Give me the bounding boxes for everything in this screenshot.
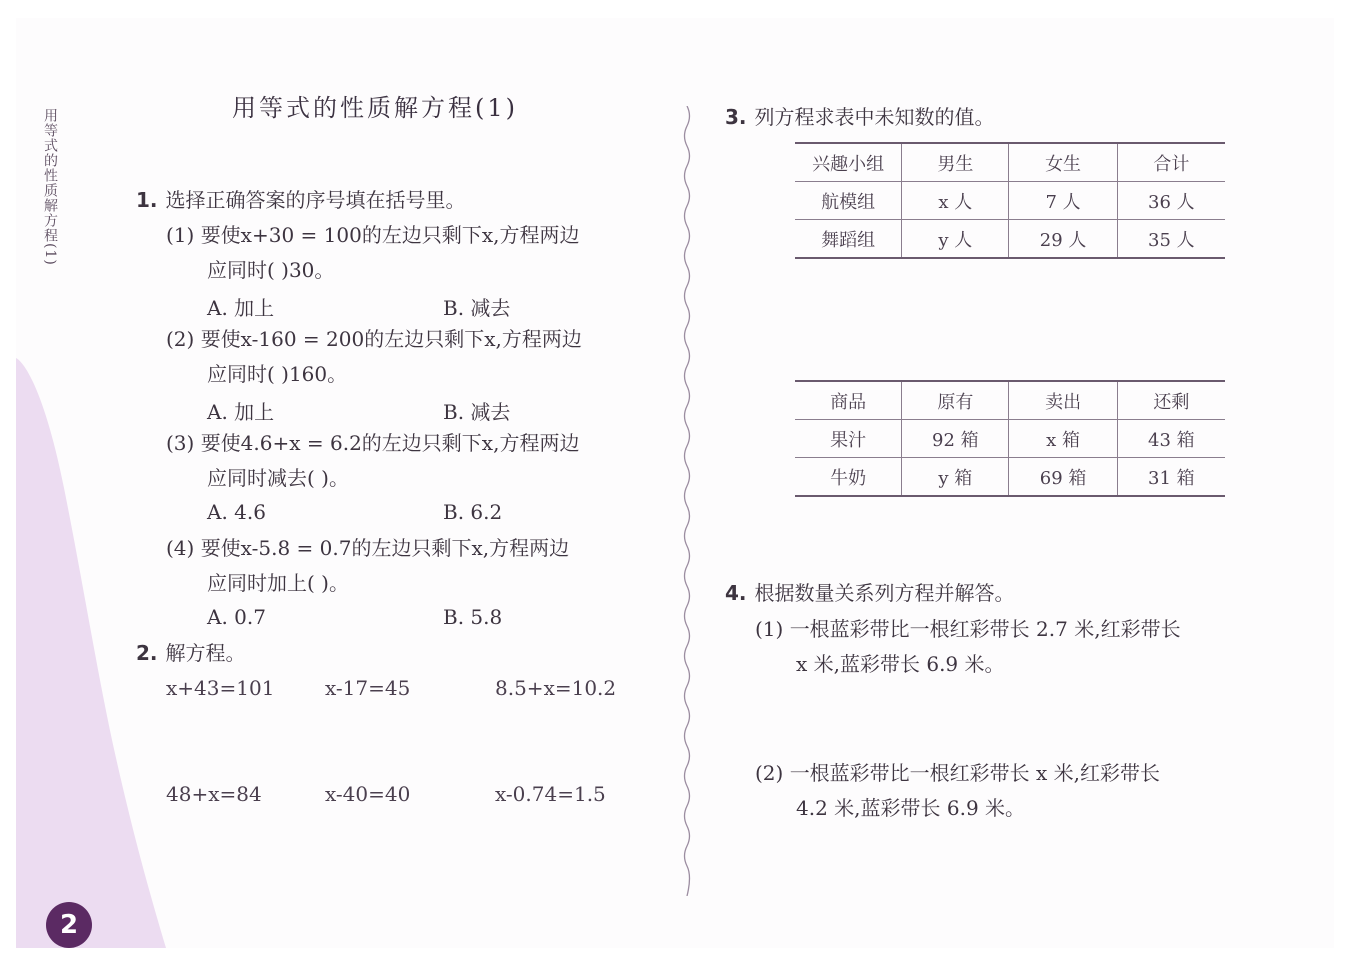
table-cell: 女生 — [1009, 143, 1117, 182]
equation-5: x-40=40 — [325, 782, 411, 806]
table-row — [795, 458, 1225, 497]
equation-3: 8.5+x=10.2 — [495, 676, 617, 700]
page-divider — [680, 106, 694, 896]
table-cell: 31 箱 — [1117, 458, 1225, 497]
table-cell: 果汁 — [795, 420, 902, 458]
q1-item-3-option-b: B. 6.2 — [443, 500, 503, 524]
table-row — [795, 182, 1225, 220]
q1-item-3-line1: (3) 要使4.6+x = 6.2的左边只剩下x,方程两边 — [166, 431, 580, 455]
q1-item-2-option-b: B. 减去 — [443, 400, 511, 424]
q1-item-4-line1: (4) 要使x-5.8 = 0.7的左边只剩下x,方程两边 — [166, 536, 570, 560]
q1-item-1-line1: (1) 要使x+30 = 100的左边只剩下x,方程两边 — [166, 223, 580, 247]
q1-item-1-option-a: A. 加上 — [207, 296, 275, 320]
table-row — [795, 420, 1225, 458]
q1-item-2-option-a: A. 加上 — [207, 400, 275, 424]
table-cell: x 人 — [902, 182, 1009, 220]
q4-item-2-line2: 4.2 米,蓝彩带长 6.9 米。 — [796, 796, 1026, 820]
table-cell: 航模组 — [795, 182, 902, 220]
q1-item-1-option-b: B. 减去 — [443, 296, 511, 320]
q1-item-2-line2: 应同时( )160。 — [207, 362, 348, 386]
question-2 — [136, 641, 246, 665]
table-goods — [795, 380, 1225, 497]
table-cell: y 人 — [902, 220, 1009, 259]
equation-4: 48+x=84 — [166, 782, 262, 806]
question-text: 选择正确答案的序号填在括号里。 — [165, 188, 466, 212]
q1-item-3-line2: 应同时减去( )。 — [207, 466, 349, 490]
q1-item-4-option-b: B. 5.8 — [443, 605, 503, 629]
q1-item-4-line2: 应同时加上( )。 — [207, 571, 349, 595]
table-cell: 43 箱 — [1117, 420, 1225, 458]
table-cell: 36 人 — [1117, 182, 1225, 220]
question-number: 3. — [725, 105, 747, 129]
question-text: 列方程求表中未知数的值。 — [754, 105, 995, 129]
equation-2: x-17=45 — [325, 676, 411, 700]
q4-item-1-line1: (1) 一根蓝彩带比一根红彩带长 2.7 米,红彩带长 — [755, 617, 1181, 641]
table-row — [795, 220, 1225, 259]
table-cell: 92 箱 — [902, 420, 1009, 458]
q1-item-4-option-a: A. 0.7 — [207, 605, 266, 629]
table-header-row — [795, 381, 1225, 420]
table-cell: 舞蹈组 — [795, 220, 902, 259]
table-cell: 牛奶 — [795, 458, 902, 497]
table-cell: 合计 — [1117, 143, 1225, 182]
table-header-row — [795, 143, 1225, 182]
q4-item-2-line1: (2) 一根蓝彩带比一根红彩带长 x 米,红彩带长 — [755, 761, 1161, 785]
table-cell: y 箱 — [902, 458, 1009, 497]
equation-1: x+43=101 — [166, 676, 275, 700]
question-text: 根据数量关系列方程并解答。 — [754, 581, 1015, 605]
table-cell: 商品 — [830, 391, 867, 413]
table-cell: 还剩 — [1117, 381, 1225, 420]
question-4 — [725, 581, 1015, 605]
table-cell: x 箱 — [1009, 420, 1117, 458]
table-cell: 卖出 — [1009, 381, 1117, 420]
question-3 — [725, 105, 995, 129]
page-number: 2 — [46, 902, 92, 948]
table-cell: 7 人 — [1009, 182, 1117, 220]
q1-item-3-option-a: A. 4.6 — [207, 500, 266, 524]
table-cell: 男生 — [902, 143, 1009, 182]
table-cell: 29 人 — [1009, 220, 1117, 259]
q4-item-1-line2: x 米,蓝彩带长 6.9 米。 — [796, 652, 1005, 676]
table-cell: 35 人 — [1117, 220, 1225, 259]
question-1 — [136, 188, 466, 212]
question-number: 2. — [136, 641, 158, 665]
equation-6: x-0.74=1.5 — [495, 782, 606, 806]
q1-item-1-line2: 应同时( )30。 — [207, 258, 335, 282]
q1-item-2-line1: (2) 要使x-160 = 200的左边只剩下x,方程两边 — [166, 327, 582, 351]
table-cell: 兴趣小组 — [812, 153, 885, 175]
question-number: 1. — [136, 188, 158, 212]
page-title: 用等式的性质解方程(1) — [232, 94, 518, 122]
question-number: 4. — [725, 581, 747, 605]
table-cell: 69 箱 — [1009, 458, 1117, 497]
question-text: 解方程。 — [165, 641, 246, 665]
table-interest-groups — [795, 142, 1225, 259]
table-cell: 原有 — [902, 381, 1009, 420]
side-chapter-title: 用等式的性质解方程(1) — [42, 108, 58, 266]
